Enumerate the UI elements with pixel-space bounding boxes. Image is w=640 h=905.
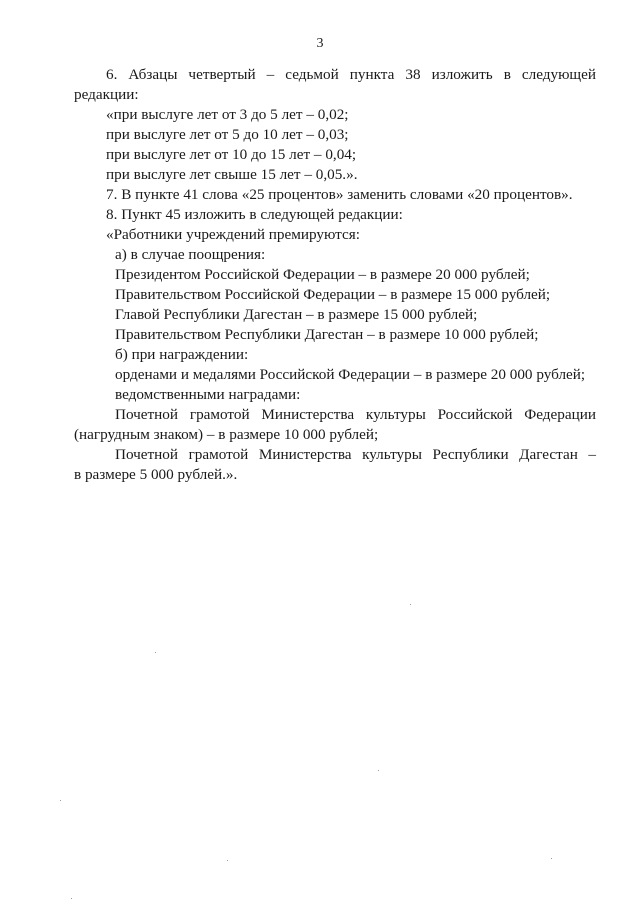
- text-line: Главой Республики Дагестан – в размере 15 000 рублей;: [115, 306, 478, 323]
- text-line: при выслуге лет свыше 15 лет – 0,05.».: [106, 166, 358, 183]
- scan-speck: [410, 604, 411, 605]
- text-line: Президентом Российской Федерации – в размере 20 000 рублей;: [115, 266, 530, 283]
- scan-speck: [227, 860, 228, 861]
- text-line: Правительством Республики Дагестан – в размере 10 000 рублей;: [115, 326, 539, 343]
- text-line: а) в случае поощрения:: [115, 246, 266, 263]
- text-line: редакции:: [74, 86, 139, 103]
- text-line: орденами и медалями Российской Федерации – в размере 20 000 рублей;: [115, 366, 586, 383]
- text-line: 6. Абзацы четвертый – седьмой пункта 38 изложить в следующей: [106, 66, 596, 83]
- text-line: (нагрудным знаком) – в размере 10 000 рублей;: [74, 426, 379, 443]
- text-line: 7. В пункте 41 слова «25 процентов» заменить словами «20 процентов».: [106, 186, 573, 203]
- text-line: «Работники учреждений премируются:: [106, 226, 360, 243]
- text-line: при выслуге лет от 10 до 15 лет – 0,04;: [106, 146, 357, 163]
- scan-speck: [60, 800, 61, 801]
- scan-speck: [71, 898, 72, 899]
- text-line: в размере 5 000 рублей.».: [74, 466, 238, 483]
- scan-speck: [155, 652, 156, 653]
- text-line: 8. Пункт 45 изложить в следующей редакции:: [106, 206, 403, 223]
- page-number: 3: [316, 36, 324, 51]
- text-line: Почетной грамотой Министерства культуры Республики Дагестан –: [115, 446, 596, 463]
- scan-speck: [378, 770, 379, 771]
- scan-speck: [551, 858, 552, 859]
- text-line: б) при награждении:: [115, 346, 249, 363]
- text-line: Правительством Российской Федерации – в размере 15 000 рублей;: [115, 286, 551, 303]
- text-line: Почетной грамотой Министерства культуры Российской Федерации: [115, 406, 596, 423]
- text-line: при выслуге лет от 5 до 10 лет – 0,03;: [106, 126, 349, 143]
- text-line: ведомственными наградами:: [115, 386, 301, 403]
- text-line: «при выслуге лет от 3 до 5 лет – 0,02;: [106, 106, 349, 123]
